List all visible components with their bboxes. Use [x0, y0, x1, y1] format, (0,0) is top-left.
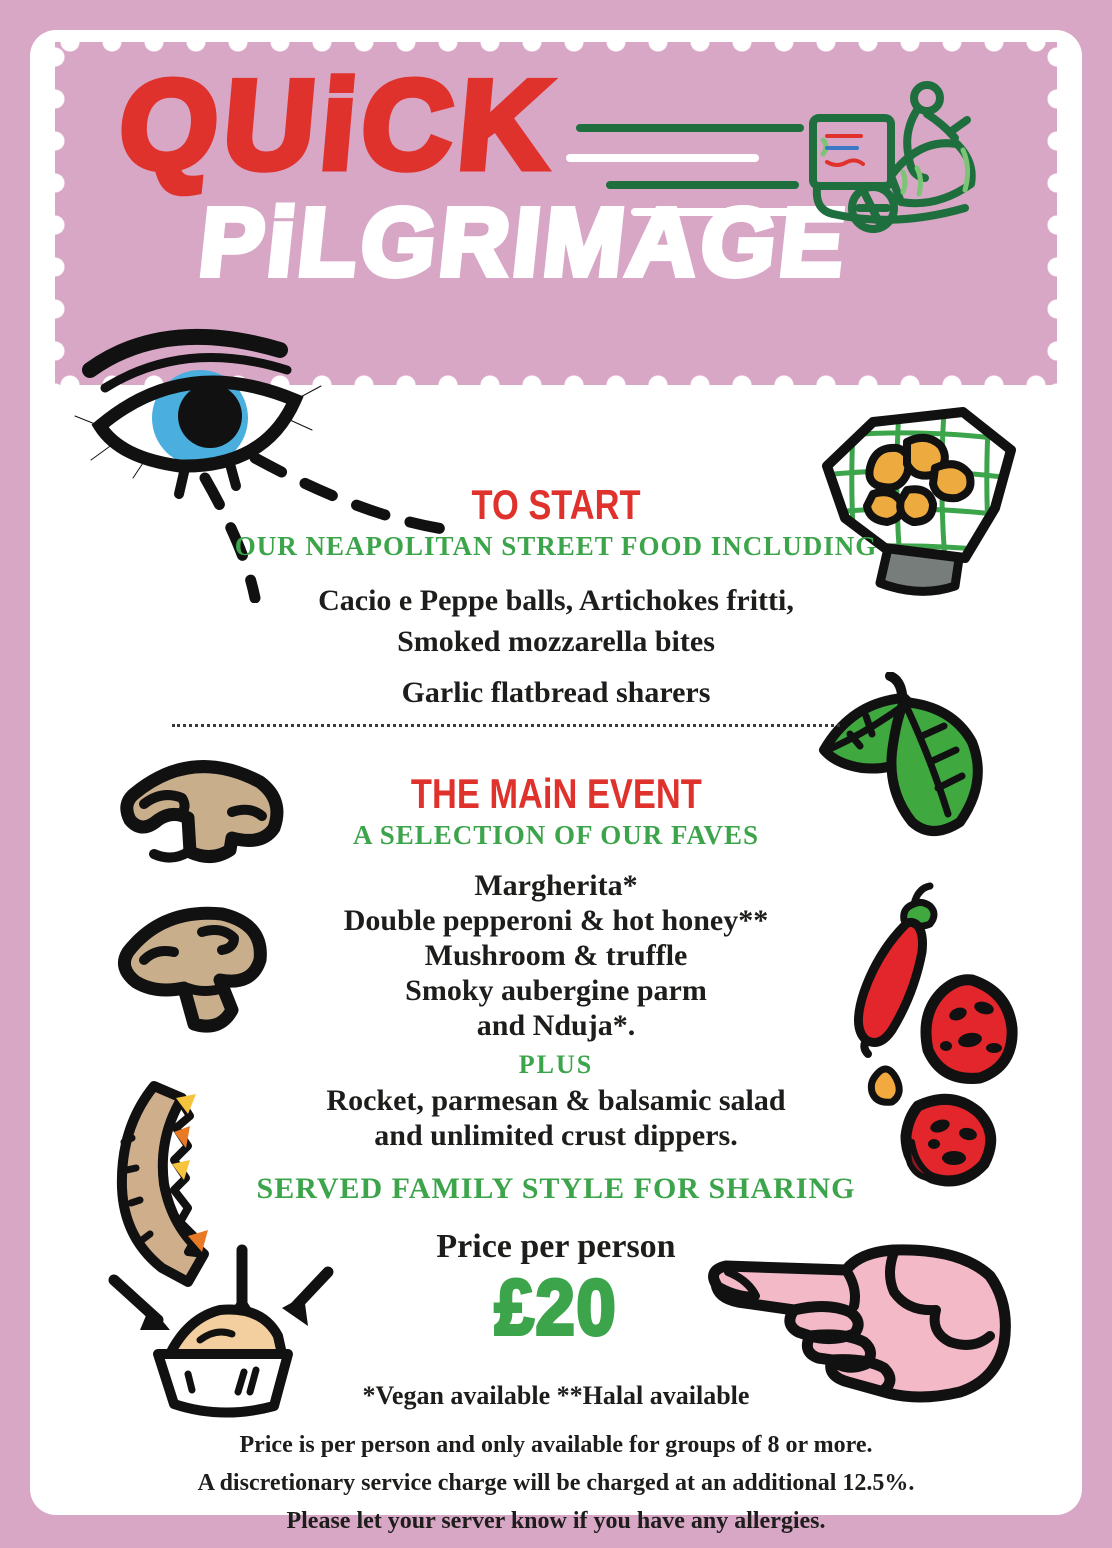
plus-item: Rocket, parmesan & balsamic salad — [326, 1084, 786, 1117]
to-start-heading: TO START — [471, 481, 641, 528]
dietary-note: *Vegan available **Halal available — [362, 1381, 750, 1410]
main-item: Mushroom & truffle — [424, 939, 688, 972]
to-start-subheading: OUR NEAPOLITAN STREET FOOD INCLUDING — [234, 531, 878, 561]
plus-item: and unlimited crust dippers. — [374, 1119, 738, 1152]
terms — [30, 1426, 1082, 1540]
price-value: £20 — [494, 1263, 618, 1351]
menu-title-quick: QUiCK — [113, 54, 563, 195]
terms-line: A discretionary service charge will be charged at an additional 12.5%. — [197, 1470, 915, 1496]
main-item: Smoky aubergine parm — [405, 974, 707, 1007]
start-item: Cacio e Peppe balls, Artichokes fritti, — [318, 584, 794, 617]
plus-items — [30, 1083, 1082, 1153]
terms-line: Price is per person and only available for groups of 8 or more. — [239, 1432, 873, 1458]
start-item: Smoked mozzarella bites — [397, 625, 715, 658]
start-items — [30, 580, 1082, 713]
start-item: Garlic flatbread sharers — [401, 676, 711, 709]
main-item: Double pepperoni & hot honey** — [343, 904, 769, 937]
terms-line: Please let your server know if you have any allergies. — [286, 1508, 826, 1534]
main-event-heading: THE MAiN EVENT — [410, 770, 702, 817]
dotted-divider — [172, 724, 840, 727]
price-label: Price per person — [436, 1228, 676, 1265]
serving-note: SERVED FAMILY STYLE FOR SHARING — [256, 1172, 856, 1205]
plus-label: PLUS — [518, 1050, 594, 1079]
main-event-subheading: A SELECTION OF OUR FAVES — [352, 820, 760, 850]
delivery-scooter-icon — [565, 80, 980, 235]
menu-title-pilgrimage: PiLGRIMAGE — [194, 189, 854, 296]
main-item: and Nduja*. — [476, 1009, 636, 1042]
main-items — [30, 868, 1082, 1043]
main-item: Margherita* — [474, 869, 638, 902]
